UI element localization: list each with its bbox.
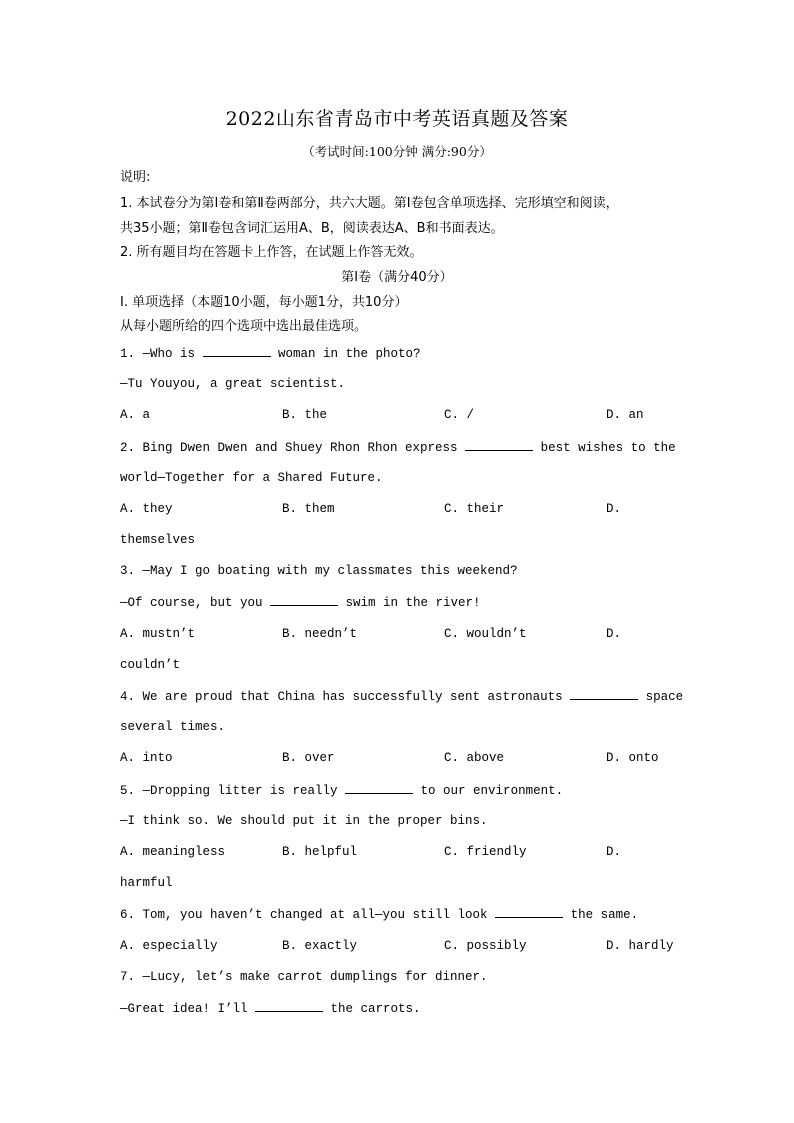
question-3-option-b: B. needn’t — [282, 627, 358, 641]
question-1-reply: —Tu Youyou, a great scientist. — [120, 377, 346, 391]
question-2-option-c: C. their — [444, 502, 505, 516]
question-6-option-b: B. exactly — [282, 939, 358, 953]
answer-blank — [255, 1001, 323, 1012]
question-4-stem: 4. We are proud that China has successfully sent astronauts space — [120, 690, 684, 704]
question-3-option-d: D. — [606, 627, 622, 641]
question-1-stem: 1. —Who is woman in the photo? — [120, 347, 421, 361]
question-6-option-d: D. hardly — [606, 939, 674, 953]
question-4-stem-cont: several times. — [120, 720, 226, 734]
intro-label: 说明: — [120, 170, 151, 185]
question-2-option-b: B. them — [282, 502, 335, 516]
question-2-option-a: A. they — [120, 502, 173, 516]
question-6-stem: 6. Tom, you haven’t changed at all—you still look the same. — [120, 908, 639, 922]
intro-line-2: 共35小题；第Ⅱ卷包含词汇运用A、B，阅读表达A、B和书面表达。 — [120, 221, 504, 236]
question-4-option-b: B. over — [282, 751, 335, 765]
question-3-option-c: C. wouldn’t — [444, 627, 527, 641]
question-4-option-c: C. above — [444, 751, 505, 765]
question-1-option-d: D. an — [606, 408, 644, 422]
question-5-option-c: C. friendly — [444, 845, 527, 859]
intro-line-3: 2. 所有题目均在答题卡上作答，在试题上作答无效。 — [120, 245, 423, 260]
question-2-option-d: D. — [606, 502, 622, 516]
question-5-option-a: A. meaningless — [120, 845, 226, 859]
section-heading: 第Ⅰ卷（满分40分） — [341, 270, 453, 285]
question-2-option-d-text: themselves — [120, 533, 196, 547]
question-4-option-a: A. into — [120, 751, 173, 765]
part-heading: I. 单项选择（本题10小题，每小题1分，共10分） — [120, 295, 408, 310]
question-7-stem: 7. —Lucy, let’s make carrot dumplings for dinner. — [120, 970, 488, 984]
exam-info: （考试时间:100分钟 满分:90分） — [302, 144, 492, 159]
question-6-option-a: A. especially — [120, 939, 218, 953]
question-5-stem: 5. —Dropping litter is really to our environment. — [120, 784, 564, 798]
question-2-stem: 2. Bing Dwen Dwen and Shuey Rhon Rhon express best wishes to the — [120, 441, 676, 455]
question-3-stem: 3. —May I go boating with my classmates this weekend? — [120, 564, 518, 578]
question-5-option-b: B. helpful — [282, 845, 358, 859]
question-1-option-a: A. a — [120, 408, 151, 422]
question-3-reply: —Of course, but you swim in the river! — [120, 596, 481, 610]
answer-blank — [203, 346, 271, 357]
question-1-option-b: B. the — [282, 408, 328, 422]
question-1-option-c: C. / — [444, 408, 475, 422]
part-instruction: 从每小题所给的四个选项中选出最佳选项。 — [120, 319, 368, 334]
question-3-option-d-text: couldn’t — [120, 658, 181, 672]
question-3-option-a: A. mustn’t — [120, 627, 196, 641]
question-2-stem-cont: world—Together for a Shared Future. — [120, 471, 383, 485]
question-4-option-d: D. onto — [606, 751, 659, 765]
question-7-reply: —Great idea! I’ll the carrots. — [120, 1002, 421, 1016]
question-5-option-d: D. — [606, 845, 622, 859]
answer-blank — [570, 689, 638, 700]
answer-blank — [270, 595, 338, 606]
question-5-option-d-text: harmful — [120, 876, 173, 890]
answer-blank — [345, 783, 413, 794]
question-6-option-c: C. possibly — [444, 939, 527, 953]
intro-line-1: 1. 本试卷分为第Ⅰ卷和第Ⅱ卷两部分，共六大题。第Ⅰ卷包含单项选择、完形填空和阅读， — [120, 196, 619, 211]
question-5-reply: —I think so. We should put it in the proper bins. — [120, 814, 488, 828]
page-title: 2022山东省青岛市中考英语真题及答案 — [225, 108, 569, 130]
answer-blank — [465, 440, 533, 451]
answer-blank — [495, 907, 563, 918]
